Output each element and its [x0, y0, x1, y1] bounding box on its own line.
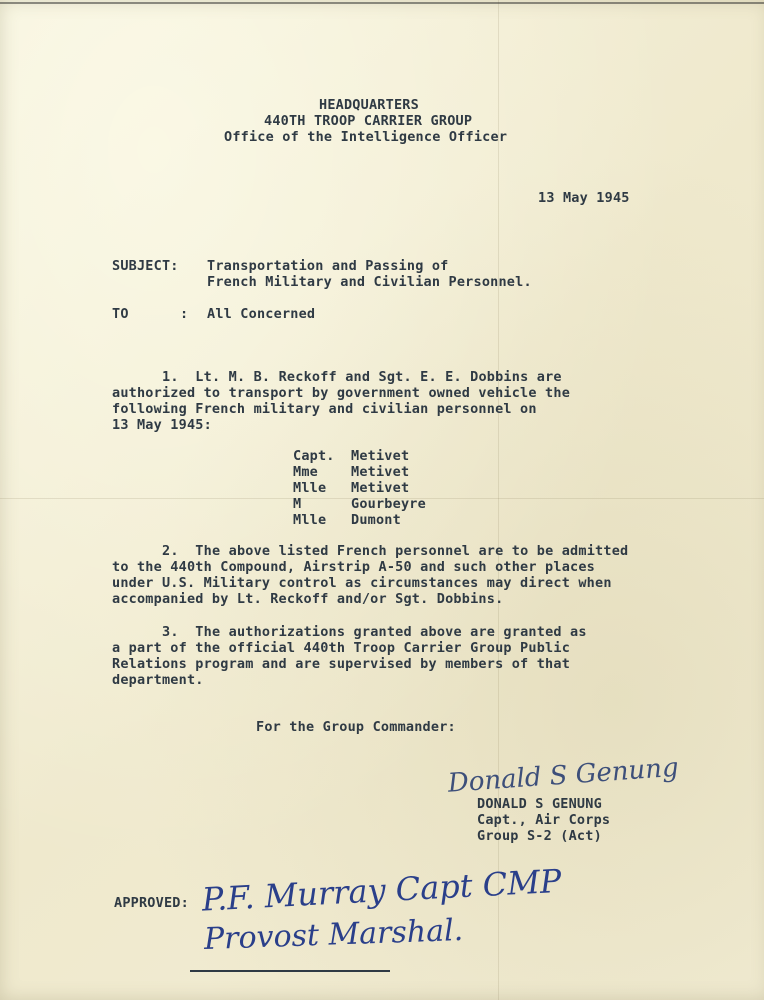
- paper-edge: [764, 0, 770, 1000]
- personnel-title: Mme: [293, 464, 318, 480]
- personnel-name: Metivet: [351, 464, 410, 480]
- signature-text: Donald S Genung: [446, 752, 680, 799]
- paragraph-1-line-1: 1. Lt. M. B. Reckoff and Sgt. E. E. Dobbins are: [162, 369, 562, 385]
- paragraph-3-line-4: department.: [112, 672, 204, 688]
- paragraph-3-line-2: a part of the official 440th Troop Carrier Group Public: [112, 640, 571, 656]
- signatory-position: Group S-2 (Act): [477, 828, 602, 844]
- personnel-title: Mlle: [293, 480, 327, 496]
- personnel-name: Metivet: [351, 448, 410, 464]
- paper-crease: [0, 2, 770, 4]
- subject-line-1: Transportation and Passing of: [207, 258, 449, 274]
- personnel-title: M: [293, 496, 302, 512]
- header-line-1: HEADQUARTERS: [319, 97, 419, 113]
- approval-signature-line-1: P.F. Murray Capt CMP: [200, 861, 563, 919]
- paper-crease: [498, 0, 499, 1000]
- paragraph-2-line-4: accompanied by Lt. Reckoff and/or Sgt. Dobbins.: [112, 591, 504, 607]
- document-date: 13 May 1945: [538, 190, 630, 206]
- paragraph-2-line-1: 2. The above listed French personnel are to be admitted: [162, 543, 629, 559]
- paragraph-1-line-3: following French military and civilian personnel on: [112, 401, 537, 417]
- to-value: All Concerned: [207, 306, 316, 322]
- paragraph-1-line-2: authorized to transport by government owned vehicle the: [112, 385, 571, 401]
- provost-handwritten-signature: [198, 861, 563, 958]
- paragraph-3-line-3: Relations program and are supervised by members of that: [112, 656, 571, 672]
- approval-underline: [190, 970, 390, 972]
- personnel-name: Dumont: [351, 512, 401, 528]
- paragraph-1-line-4: 13 May 1945:: [112, 417, 212, 433]
- paragraph-2-line-3: under U.S. Military control as circumstances may direct when: [112, 575, 612, 591]
- header-line-3: Office of the Intelligence Officer: [224, 129, 508, 145]
- closing-line: For the Group Commander:: [256, 719, 456, 735]
- subject-label: SUBJECT:: [112, 258, 179, 274]
- paragraph-3-line-1: 3. The authorizations granted above are granted as: [162, 624, 587, 640]
- header-line-2: 440TH TROOP CARRIER GROUP: [264, 113, 473, 129]
- personnel-title: Capt.: [293, 448, 335, 464]
- approval-signature-line-2: Provost Marshal.: [203, 912, 464, 958]
- approved-label: APPROVED:: [114, 895, 189, 911]
- signatory-rank: Capt., Air Corps: [477, 812, 611, 828]
- signatory-name: DONALD S GENUNG: [477, 796, 602, 812]
- personnel-name: Gourbeyre: [351, 496, 426, 512]
- personnel-title: Mlle: [293, 512, 327, 528]
- to-colon: :: [180, 306, 189, 322]
- paragraph-2-line-2: to the 440th Compound, Airstrip A-50 and such other places: [112, 559, 596, 575]
- personnel-name: Metivet: [351, 480, 410, 496]
- to-label: TO: [112, 306, 129, 322]
- subject-line-2: French Military and Civilian Personnel.: [207, 274, 532, 290]
